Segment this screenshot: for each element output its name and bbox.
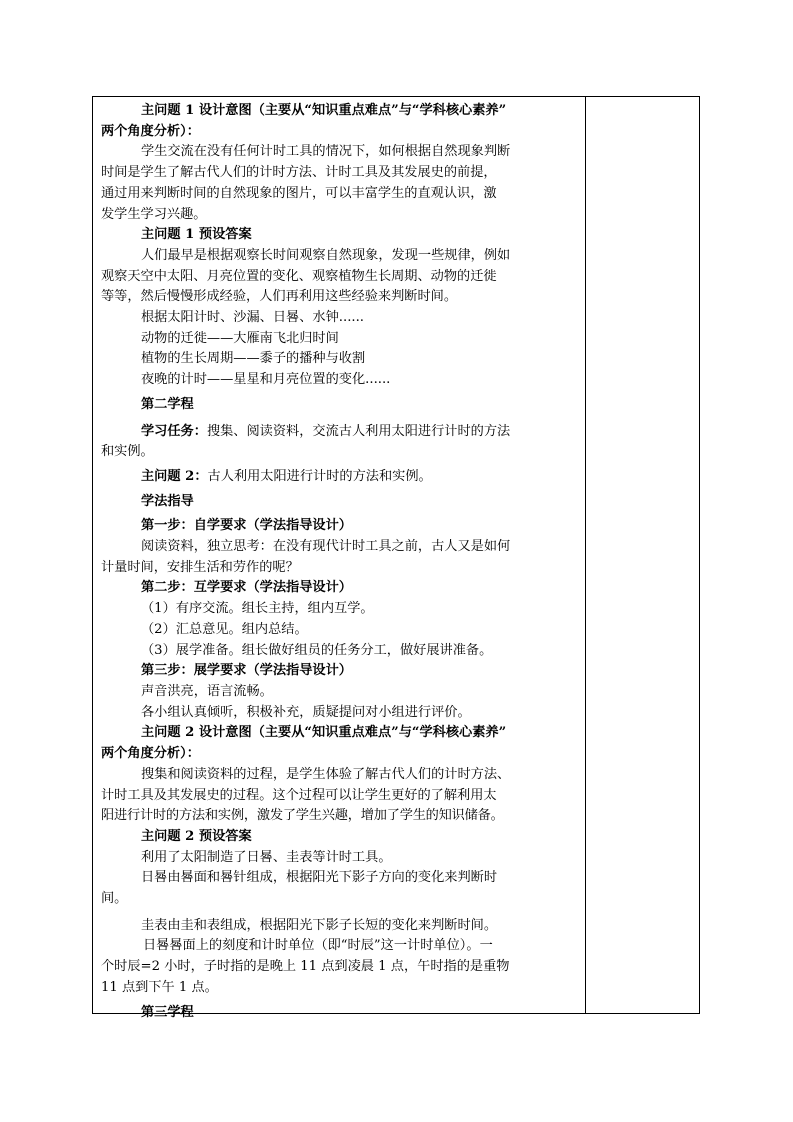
paragraph-line: 计量时间，安排生活和劳作的呢？	[101, 559, 299, 575]
paragraph-line: 人们最早是根据观察长时间观察自然现象，发现一些规律，例如	[141, 247, 511, 263]
paragraph-line: 阳进行计时的方法和实例，激发了学生兴趣，增加了学生的知识储备。	[101, 808, 504, 824]
paragraph-line: 时间是学生了解古代人们的计时方法、计时工具及其发展史的前提，	[101, 165, 497, 181]
heading-step-2: 第二步：互学要求（学法指导设计）	[141, 580, 352, 596]
heading-q2-design-intent-cont: 两个角度分析）：	[101, 746, 200, 762]
paragraph-line: 夜晚的计时——星星和月亮位置的变化......	[141, 372, 391, 388]
heading-method-guide: 学法指导	[141, 493, 194, 509]
paragraph-line: 植物的生长周期——黍子的播种与收割	[141, 351, 366, 367]
list-item: （3）展学准备。组长做好组员的任务分工，做好展讲准备。	[141, 642, 493, 658]
heading-third-stage: 第三学程	[141, 1004, 194, 1020]
learning-task-label: 学习任务：	[141, 423, 207, 439]
paragraph-line: 搜集和阅读资料的过程，是学生体验了解古代人们的计时方法、	[141, 766, 511, 782]
paragraph-line: 阅读资料，独立思考：在没有现代计时工具之前，古人又是如何	[141, 539, 511, 555]
paragraph-line: 间。	[101, 891, 128, 907]
paragraph-line: 利用了太阳制造了日晷、圭表等计时工具。	[141, 849, 392, 865]
heading-q2-design-intent: 主问题 2 设计意图（主要从“知识重点难点”与“学科核心素养”	[141, 725, 507, 741]
column-divider	[585, 97, 586, 1013]
paragraph-line: 计时工具及其发展史的过程。这个过程可以让学生更好的了解利用太	[101, 787, 497, 803]
paragraph-line: 观察天空中太阳、月亮位置的变化、观察植物生长周期、动物的迁徙	[101, 268, 497, 284]
paragraph-line: 学生交流在没有任何计时工具的情况下，如何根据自然现象判断	[141, 144, 511, 160]
paragraph-line: 日晷晷面上的刻度和计时单位（即“时辰”这一计时单位）。一	[143, 938, 493, 954]
heading-q1-design-intent: 主问题 1 设计意图（主要从“知识重点难点”与“学科核心素养”	[141, 103, 507, 118]
main-question-2-line	[101, 467, 583, 488]
paragraph-line: 根据太阳计时、沙漏、日晷、水钟......	[141, 310, 364, 326]
heading-second-stage: 第二学程	[141, 396, 194, 412]
paragraph-line: 通过用来判断时间的自然现象的图片，可以丰富学生的直观认识，激	[101, 185, 497, 201]
learning-task-text: 搜集、阅读资料，交流古人利用太阳进行计时的方法	[206, 423, 511, 439]
paragraph-line: 11 点到下午 1 点。	[101, 979, 218, 995]
heading-q1-answer: 主问题 1 预设答案	[141, 227, 252, 243]
paragraph-line: 个时辰=2 小时，子时指的是晚上 11 点到凌晨 1 点，午时指的是重物	[101, 959, 510, 975]
paragraph-line: 声音洪亮，语言流畅。	[141, 683, 273, 699]
paragraph-line: 动物的迁徙——大雁南飞北归时间	[141, 330, 339, 346]
paragraph-line: 等等，然后慢慢形成经验，人们再利用这些经验来判断时间。	[101, 289, 458, 305]
lesson-table	[92, 96, 700, 1020]
list-item: （1）有序交流。组长主持，组内互学。	[141, 601, 374, 617]
learning-task-line	[101, 422, 583, 443]
heading-q2-answer: 主问题 2 预设答案	[141, 828, 252, 844]
paragraph-line: 日晷由晷面和晷针组成，根据阳光下影子方向的变化来判断时	[141, 870, 498, 886]
paragraph-line: 圭表由圭和表组成，根据阳光下影子长短的变化来判断时间。	[141, 917, 498, 933]
heading-step-3: 第三步：展学要求（学法指导设计）	[141, 663, 352, 679]
heading-step-1: 第一步：自学要求（学法指导设计）	[141, 518, 352, 534]
paragraph-line: 和实例。	[101, 444, 154, 460]
main-question-2-label: 主问题 2：	[141, 468, 208, 484]
paragraph-line: 各小组认真倾听，积极补充，质疑提问对小组进行评价。	[141, 704, 471, 720]
main-question-2-text: 古人利用太阳进行计时的方法和实例。	[207, 468, 432, 484]
paragraph-line: 发学生学习兴趣。	[101, 206, 207, 222]
list-item: （2）汇总意见。组内总结。	[141, 621, 308, 637]
lesson-content-cell	[101, 101, 583, 1023]
heading-q1-design-intent-cont: 两个角度分析）：	[101, 123, 200, 139]
